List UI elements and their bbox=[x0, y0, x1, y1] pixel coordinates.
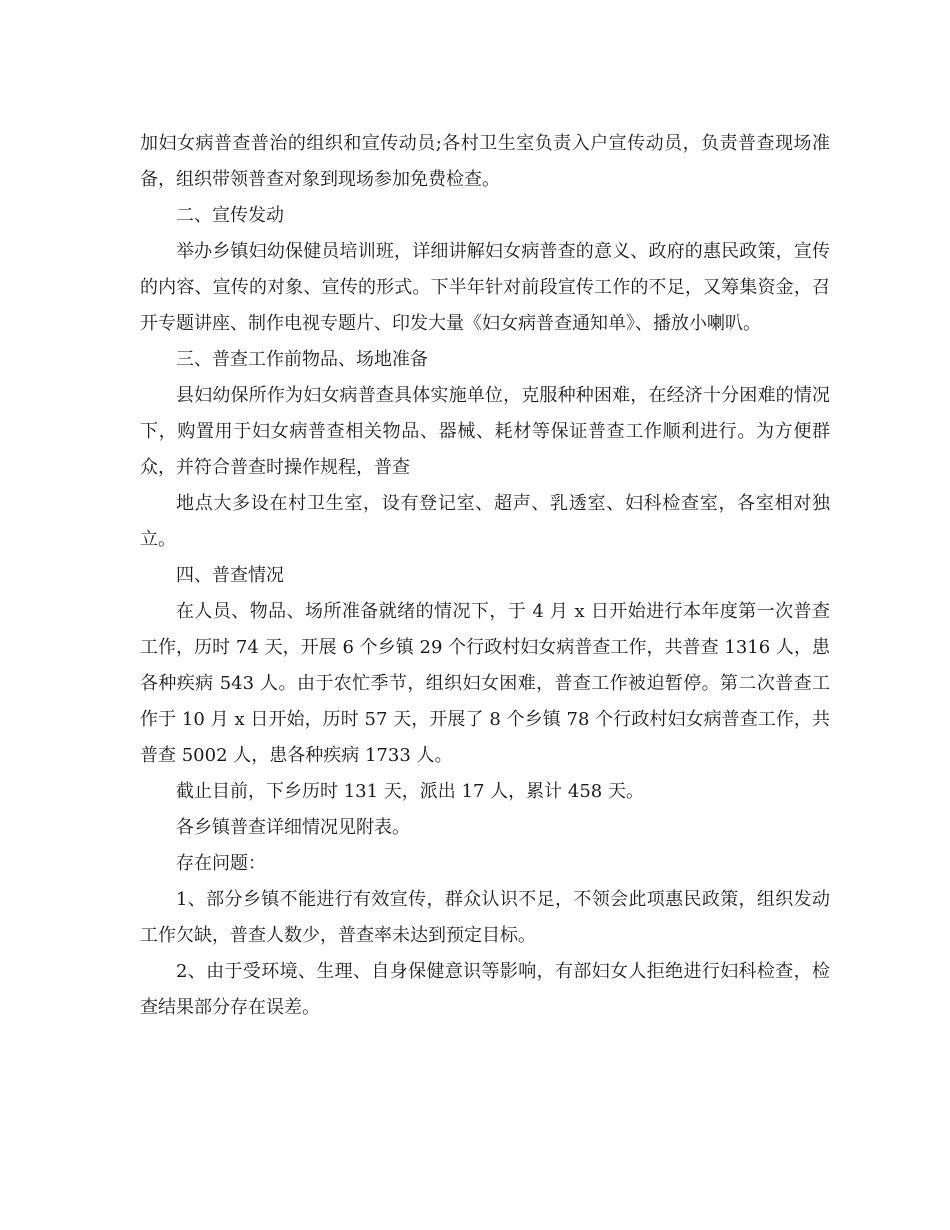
paragraph-totals: 截止目前，下乡历时 131 天，派出 17 人，累计 458 天。 bbox=[176, 781, 644, 802]
problem-item-2: 2、由于受环境、生理、自身保健意识等影响，有部妇女人拒绝进行妇科检查，检查结果部分存在误差。 bbox=[140, 961, 830, 1018]
document-body bbox=[140, 126, 830, 1026]
paragraph-preparation: 县妇幼保所作为妇女病普查具体实施单位，克服种种困难，在经济十分困难的情况下，购置用于妇女病普查相关物品、器械、耗材等保证普查工作顺利进行。为方便群众，并符合普查时操作规程，普查 bbox=[140, 385, 830, 478]
problem-item-1: 1、部分乡镇不能进行有效宣传，群众认识不足，不领会此项惠民政策，组织发动工作欠缺，普查人数少，普查率未达到预定目标。 bbox=[140, 889, 830, 946]
paragraph-publicity: 举办乡镇妇幼保健员培训班，详细讲解妇女病普查的意义、政府的惠民政策，宣传的内容、宣传的对象、宣传的形式。下半年针对前段宣传工作的不足，又筹集资金，召开专题讲座、制作电视专题片、印发大量《妇女病普查通知单》、播放小喇叭。 bbox=[140, 241, 830, 334]
paragraph-continuation: 加妇女病普查普治的组织和宣传动员;各村卫生室负责入户宣传动员，负责普查现场准备，组织带领普查对象到现场参加免费检查。 bbox=[140, 133, 830, 190]
section-heading-survey: 四、普查情况 bbox=[176, 565, 284, 586]
paragraph-survey: 在人员、物品、场所准备就绪的情况下，于 4 月 x 日开始进行本年度第一次普查工作，历时 74 天，开展 6 个乡镇 29 个行政村妇女病普查工作，共普查 1316 人，患各种疾病 543 人。由于农忙季节，组织妇女困难，普查工作被迫暂停。第二次普查工作于 10 月 x 日开始，历时 57 天，开展了 8 个乡镇 78 个行政村妇女病普查工作，共普查 5002 人，患各种疾病 1733 人。 bbox=[140, 601, 830, 766]
section-heading-problems: 存在问题： bbox=[176, 853, 266, 874]
paragraph-location: 地点大多设在村卫生室，设有登记室、超声、乳透室、妇科检查室，各室相对独立。 bbox=[140, 493, 830, 550]
paragraph-appendix-note: 各乡镇普查详细情况见附表。 bbox=[176, 817, 410, 838]
section-heading-preparation: 三、普查工作前物品、场地准备 bbox=[176, 349, 428, 370]
section-heading-publicity: 二、宣传发动 bbox=[176, 205, 284, 226]
